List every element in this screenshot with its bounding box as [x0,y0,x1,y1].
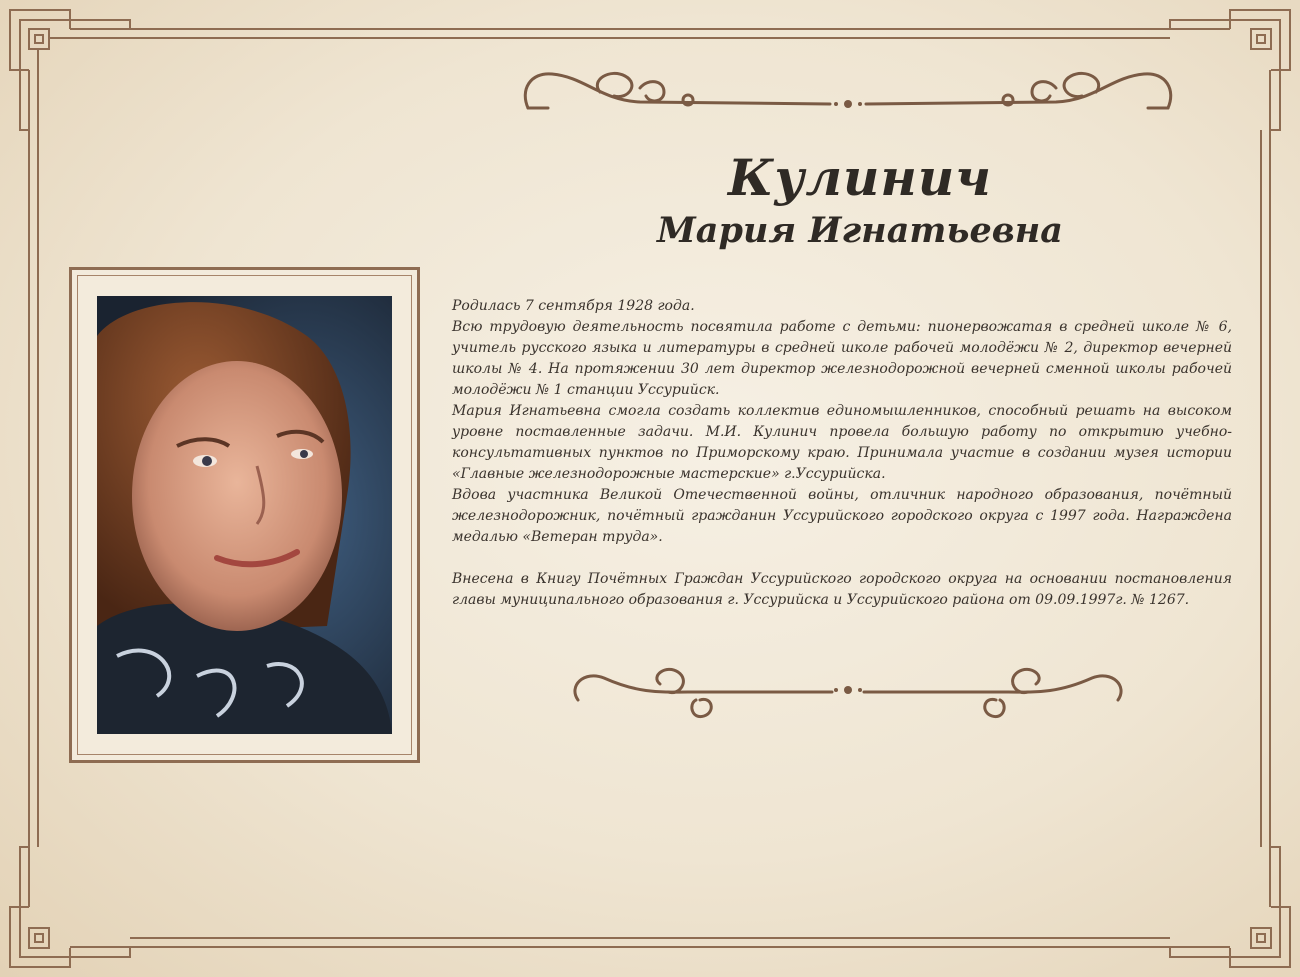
bio-honors: Вдова участника Великой Отечественной войны, отличник народного образования, почётный железнодорожник, почётный гражданин Уссурийского городского округа с 1997 года. Награждена медалью «Ветеран труда». [452,487,1232,545]
portrait-frame [69,267,420,763]
bio-career: Всю трудовую деятельность посвятила работе с детьми: пионервожатая в средней школе № 6, учитель русского языка и литературы в средней школе рабочей молодёжи № 2, директор вечерней школы № 4. На протяжении 30 лет директор железнодорожной вечерней сменной школы рабочей молодёжи № 1 станции Уссурийск. [452,319,1232,398]
portrait-photo-icon [97,296,392,734]
bio-decree: Внесена в Книгу Почётных Граждан Уссурийского городского округа на основании постановления главы муниципального образования г. Уссурийска и Уссурийского района от 09.09.1997г. № 1267. [452,571,1232,608]
bio-achievements: Мария Игнатьевна смогла создать коллектив единомышленников, способный решать на высоком уровне поставленные задачи. М.И. Кулинич провела большую работу по открытию учебно-консультативных пунктов по Приморскому краю. Принимала участие в создании музея истории «Главные железнодорожные мастерские» г.Уссурийска. [452,403,1232,482]
bio-birth: Родилась 7 сентября 1928 года. [452,298,695,314]
person-surname: Кулинич [728,148,992,207]
biography-text [452,296,1232,611]
corner-ornament-bottom-right-icon [1170,847,1290,967]
person-given-names: Мария Игнатьевна [657,210,1063,251]
